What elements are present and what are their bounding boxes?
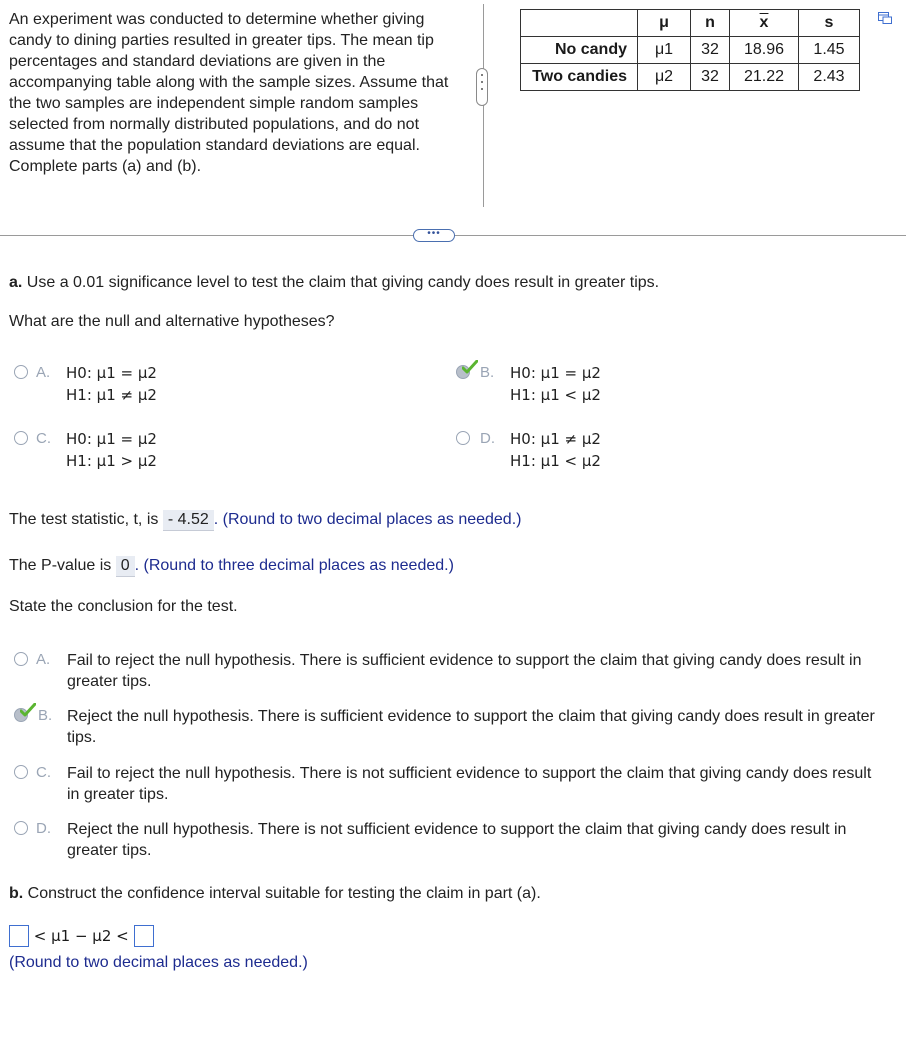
radio-a[interactable] <box>14 652 28 666</box>
radio-d[interactable] <box>456 431 470 445</box>
table-row <box>521 37 860 64</box>
cell-s: 1.45 <box>799 37 860 64</box>
confidence-interval-row <box>9 925 154 947</box>
vertical-resize-handle[interactable] <box>476 68 488 106</box>
option-text: Reject the null hypothesis. There is sufficient evidence to support the claim that giving candy does result in greater tips. <box>67 708 875 746</box>
part-b-prompt <box>9 885 541 903</box>
radio-c[interactable] <box>14 431 28 445</box>
h1-text: H1: μ1 > μ2 <box>66 452 157 470</box>
pvalue-prefix: The P-value is <box>9 557 112 574</box>
cell-xbar: 18.96 <box>730 37 799 64</box>
test-stat-hint: . (Round to two decimal places as needed.) <box>213 511 522 528</box>
hyp-text <box>510 428 601 472</box>
test-statistic-line <box>9 510 521 531</box>
data-table <box>520 9 860 91</box>
cell-n: 32 <box>691 37 730 64</box>
option-text: Fail to reject the null hypothesis. There is not sufficient evidence to support the claim that giving candy does result in greater tips. <box>67 765 872 803</box>
option-letter: A. <box>36 651 51 668</box>
conclusion-question: State the conclusion for the test. <box>9 598 238 615</box>
header-n: n <box>691 10 730 37</box>
option-letter: D. <box>480 430 495 447</box>
cell-mu: μ1 <box>638 37 691 64</box>
lower-bound-input[interactable] <box>9 925 29 947</box>
part-b-hint: (Round to two decimal places as needed.) <box>9 954 308 971</box>
h1-text: H1: μ1 < μ2 <box>510 386 601 404</box>
h1-text: H1: μ1 ≠ μ2 <box>66 386 157 404</box>
problem-intro: An experiment was conducted to determine whether giving candy to dining parties resulted in greater tips. The mean tip percentages and standard deviations are given in the accompanying table along with the sample sizes. Assume that the two samples are independent simple random samples selected from normally distributed populations, and do not assume that the population standard deviations are equal. Complete parts (a) and (b). <box>9 11 449 175</box>
cell-s: 2.43 <box>799 64 860 91</box>
header-s: s <box>799 10 860 37</box>
expand-handle[interactable]: ••• <box>413 229 455 242</box>
option-letter: B. <box>38 707 53 724</box>
copy-table-icon[interactable] <box>878 12 892 24</box>
option-letter: A. <box>36 364 51 381</box>
h0-text: H0: μ1 = μ2 <box>66 430 157 448</box>
hyp-text <box>66 362 157 406</box>
hyp-text <box>510 362 601 406</box>
part-a-text: Use a 0.01 significance level to test the claim that giving candy does result in greater tips. <box>22 274 660 291</box>
part-a-label: a. <box>9 274 23 291</box>
option-letter: D. <box>36 820 51 837</box>
checkmark-icon <box>462 360 478 374</box>
upper-bound-input[interactable] <box>134 925 154 947</box>
option-letter: B. <box>480 364 495 381</box>
cell-mu: μ2 <box>638 64 691 91</box>
radio-a[interactable] <box>14 365 28 379</box>
hypotheses-question: What are the null and alternative hypotheses? <box>9 313 335 330</box>
pvalue-hint: . (Round to three decimal places as needed.) <box>134 557 454 574</box>
header-xbar: $\overline{x}$ <box>730 10 799 37</box>
h1-text: H1: μ1 < μ2 <box>510 452 601 470</box>
part-b-text: Construct the confidence interval suitable for testing the claim in part (a). <box>23 885 541 902</box>
hyp-text <box>66 428 157 472</box>
radio-d[interactable] <box>14 821 28 835</box>
checkmark-icon <box>20 703 36 717</box>
cell-n: 32 <box>691 64 730 91</box>
part-a-prompt <box>9 274 659 292</box>
header-mu: μ <box>638 10 691 37</box>
h0-text: H0: μ1 = μ2 <box>66 364 157 382</box>
row-label: No candy <box>521 37 638 64</box>
row-label: Two candies <box>521 64 638 91</box>
cell-xbar: 21.22 <box>730 64 799 91</box>
table-row <box>521 64 860 91</box>
option-text: Fail to reject the null hypothesis. There is sufficient evidence to support the claim that giving candy does result in greater tips. <box>67 652 862 690</box>
pvalue-answer[interactable]: 0 <box>116 556 135 577</box>
h0-text: H0: μ1 ≠ μ2 <box>510 430 601 448</box>
option-text: Reject the null hypothesis. There is not sufficient evidence to support the claim that giving candy does result in greater tips. <box>67 821 847 859</box>
part-b-label: b. <box>9 885 24 902</box>
test-stat-answer[interactable]: - 4.52 <box>163 510 214 531</box>
h0-text: H0: μ1 = μ2 <box>510 364 601 382</box>
option-letter: C. <box>36 430 51 447</box>
test-stat-prefix: The test statistic, t, is <box>9 511 159 528</box>
pvalue-line <box>9 556 454 577</box>
radio-c[interactable] <box>14 765 28 779</box>
option-letter: C. <box>36 764 51 781</box>
interval-expression: < μ1 − μ2 < <box>33 927 129 945</box>
